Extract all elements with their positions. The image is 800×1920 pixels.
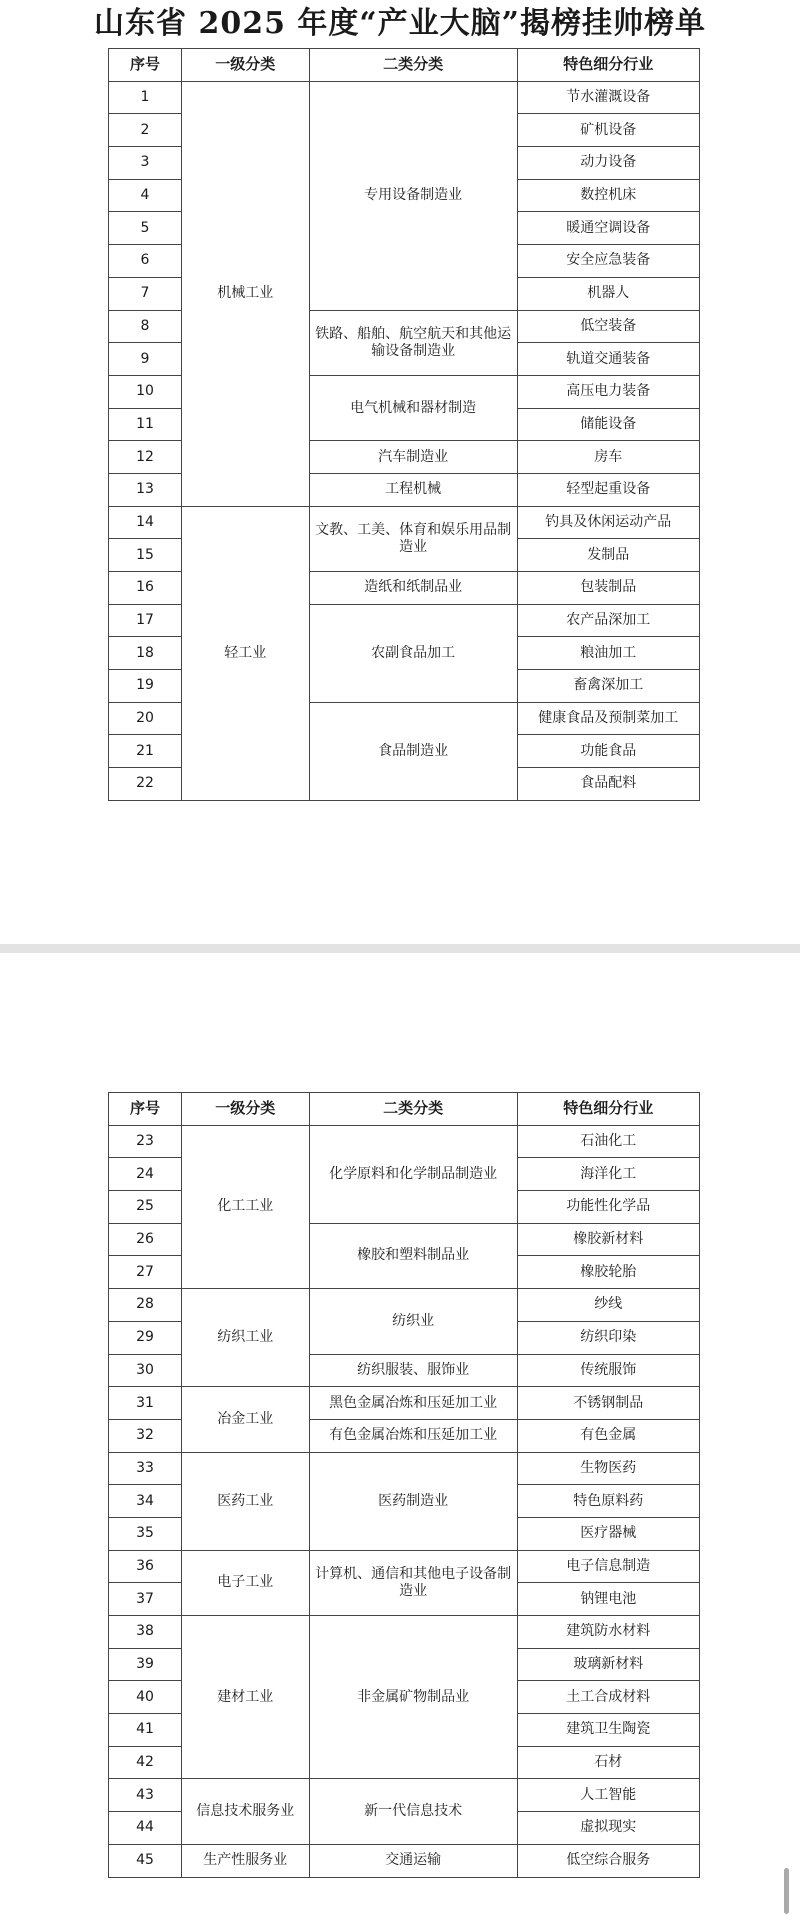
- cell-no: 36: [109, 1550, 182, 1583]
- cell-no: 23: [109, 1125, 182, 1158]
- cell-niche: 虚拟现实: [517, 1812, 699, 1845]
- cell-no: 37: [109, 1583, 182, 1616]
- cell-niche: 低空装备: [517, 310, 699, 343]
- cell-no: 39: [109, 1648, 182, 1681]
- header-niche: 特色细分行业: [517, 1093, 699, 1126]
- cell-niche: 海洋化工: [517, 1158, 699, 1191]
- cell-level1: 建材工业: [181, 1616, 309, 1779]
- header-no: 序号: [109, 1093, 182, 1126]
- cell-no: 18: [109, 637, 182, 670]
- cell-niche: 节水灌溉设备: [517, 81, 699, 114]
- cell-no: 43: [109, 1779, 182, 1812]
- cell-no: 7: [109, 277, 182, 310]
- table-row: [109, 1125, 700, 1158]
- cell-level2: 非金属矿物制品业: [309, 1616, 517, 1779]
- header-no: 序号: [109, 49, 182, 82]
- cell-no: 15: [109, 539, 182, 572]
- cell-level1: 轻工业: [181, 506, 309, 800]
- cell-no: 2: [109, 114, 182, 147]
- cell-niche: 农产品深加工: [517, 604, 699, 637]
- cell-no: 28: [109, 1289, 182, 1322]
- cell-niche: 功能食品: [517, 735, 699, 768]
- cell-no: 16: [109, 572, 182, 605]
- page-divider: [0, 944, 800, 953]
- cell-no: 24: [109, 1158, 182, 1191]
- table-row: [109, 81, 700, 114]
- cell-niche: 纺织印染: [517, 1321, 699, 1354]
- table-row: [109, 1616, 700, 1649]
- cell-no: 17: [109, 604, 182, 637]
- cell-niche: 畜禽深加工: [517, 670, 699, 703]
- cell-no: 32: [109, 1419, 182, 1452]
- cell-no: 9: [109, 343, 182, 376]
- cell-niche: 健康食品及预制菜加工: [517, 702, 699, 735]
- cell-no: 35: [109, 1517, 182, 1550]
- cell-no: 1: [109, 81, 182, 114]
- cell-no: 30: [109, 1354, 182, 1387]
- cell-niche: 钓具及休闲运动产品: [517, 506, 699, 539]
- cell-level1: 电子工业: [181, 1550, 309, 1615]
- table-row: [109, 1844, 700, 1877]
- cell-niche: 食品配料: [517, 768, 699, 801]
- cell-niche: 低空综合服务: [517, 1844, 699, 1877]
- cell-niche: 粮油加工: [517, 637, 699, 670]
- cell-level2: 纺织服装、服饰业: [309, 1354, 517, 1387]
- scrollbar-thumb[interactable]: [784, 1868, 789, 1914]
- cell-niche: 纱线: [517, 1289, 699, 1322]
- cell-niche: 石油化工: [517, 1125, 699, 1158]
- table-row: [109, 506, 700, 539]
- cell-niche: 钠锂电池: [517, 1583, 699, 1616]
- cell-level2: 化学原料和化学制品制造业: [309, 1125, 517, 1223]
- cell-no: 4: [109, 179, 182, 212]
- cell-no: 11: [109, 408, 182, 441]
- cell-no: 42: [109, 1746, 182, 1779]
- cell-no: 22: [109, 768, 182, 801]
- cell-no: 19: [109, 670, 182, 703]
- cell-niche: 橡胶轮胎: [517, 1256, 699, 1289]
- cell-niche: 医疗器械: [517, 1517, 699, 1550]
- cell-niche: 轨道交通装备: [517, 343, 699, 376]
- cell-level2: 电气机械和器材制造: [309, 375, 517, 440]
- page-title: 山东省 2025 年度“产业大脑”揭榜挂帅榜单: [94, 6, 706, 41]
- header-niche: 特色细分行业: [517, 49, 699, 82]
- cell-level1: 信息技术服务业: [181, 1779, 309, 1844]
- table-header-row: [109, 49, 700, 82]
- cell-niche: 生物医药: [517, 1452, 699, 1485]
- cell-no: 34: [109, 1485, 182, 1518]
- cell-no: 10: [109, 375, 182, 408]
- cell-no: 38: [109, 1616, 182, 1649]
- cell-no: 8: [109, 310, 182, 343]
- cell-level2: 黑色金属冶炼和压延加工业: [309, 1387, 517, 1420]
- cell-no: 44: [109, 1812, 182, 1845]
- cell-level1: 医药工业: [181, 1452, 309, 1550]
- cell-niche: 动力设备: [517, 147, 699, 180]
- cell-no: 27: [109, 1256, 182, 1289]
- cell-no: 31: [109, 1387, 182, 1420]
- cell-no: 40: [109, 1681, 182, 1714]
- cell-niche: 安全应急装备: [517, 245, 699, 278]
- cell-niche: 橡胶新材料: [517, 1223, 699, 1256]
- cell-level1: 生产性服务业: [181, 1844, 309, 1877]
- cell-no: 13: [109, 473, 182, 506]
- cell-niche: 石材: [517, 1746, 699, 1779]
- cell-no: 6: [109, 245, 182, 278]
- cell-level2: 有色金属冶炼和压延加工业: [309, 1419, 517, 1452]
- cell-no: 14: [109, 506, 182, 539]
- cell-niche: 人工智能: [517, 1779, 699, 1812]
- table-row: [109, 1452, 700, 1485]
- cell-no: 20: [109, 702, 182, 735]
- cell-no: 45: [109, 1844, 182, 1877]
- cell-niche: 包装制品: [517, 572, 699, 605]
- cell-no: 3: [109, 147, 182, 180]
- cell-level1: 冶金工业: [181, 1387, 309, 1452]
- cell-niche: 储能设备: [517, 408, 699, 441]
- cell-level2: 造纸和纸制品业: [309, 572, 517, 605]
- cell-level1: 化工工业: [181, 1125, 309, 1288]
- table-row: [109, 1387, 700, 1420]
- cell-level2: 计算机、通信和其他电子设备制造业: [309, 1550, 517, 1615]
- cell-level2: 橡胶和塑料制品业: [309, 1223, 517, 1288]
- cell-no: 12: [109, 441, 182, 474]
- cell-level2: 文教、工美、体育和娱乐用品制造业: [309, 506, 517, 571]
- header-level1: 一级分类: [181, 49, 309, 82]
- cell-no: 29: [109, 1321, 182, 1354]
- ranking-table-part-2: [108, 1092, 700, 1878]
- cell-niche: 建筑防水材料: [517, 1616, 699, 1649]
- cell-level2: 纺织业: [309, 1289, 517, 1354]
- cell-niche: 轻型起重设备: [517, 473, 699, 506]
- cell-niche: 传统服饰: [517, 1354, 699, 1387]
- cell-niche: 数控机床: [517, 179, 699, 212]
- cell-niche: 高压电力装备: [517, 375, 699, 408]
- cell-level2: 医药制造业: [309, 1452, 517, 1550]
- cell-level2: 工程机械: [309, 473, 517, 506]
- cell-niche: 发制品: [517, 539, 699, 572]
- cell-no: 5: [109, 212, 182, 245]
- cell-niche: 土工合成材料: [517, 1681, 699, 1714]
- cell-niche: 暖通空调设备: [517, 212, 699, 245]
- cell-level2: 铁路、船舶、航空航天和其他运输设备制造业: [309, 310, 517, 375]
- cell-niche: 房车: [517, 441, 699, 474]
- cell-level2: 专用设备制造业: [309, 81, 517, 310]
- header-level2: 二类分类: [309, 49, 517, 82]
- cell-niche: 有色金属: [517, 1419, 699, 1452]
- cell-level2: 新一代信息技术: [309, 1779, 517, 1844]
- table-header-row: [109, 1093, 700, 1126]
- table-row: [109, 1289, 700, 1322]
- header-level2: 二类分类: [309, 1093, 517, 1126]
- cell-level1: 纺织工业: [181, 1289, 309, 1387]
- cell-niche: 功能性化学品: [517, 1191, 699, 1224]
- cell-niche: 玻璃新材料: [517, 1648, 699, 1681]
- cell-no: 33: [109, 1452, 182, 1485]
- cell-level2: 交通运输: [309, 1844, 517, 1877]
- cell-level2: 食品制造业: [309, 702, 517, 800]
- cell-no: 41: [109, 1714, 182, 1747]
- table-row: [109, 1779, 700, 1812]
- cell-no: 21: [109, 735, 182, 768]
- cell-niche: 特色原料药: [517, 1485, 699, 1518]
- cell-no: 25: [109, 1191, 182, 1224]
- cell-niche: 不锈钢制品: [517, 1387, 699, 1420]
- cell-level2: 农副食品加工: [309, 604, 517, 702]
- ranking-table-part-1: [108, 48, 700, 801]
- table-row: [109, 1550, 700, 1583]
- cell-level2: 汽车制造业: [309, 441, 517, 474]
- cell-niche: 建筑卫生陶瓷: [517, 1714, 699, 1747]
- cell-niche: 机器人: [517, 277, 699, 310]
- cell-no: 26: [109, 1223, 182, 1256]
- cell-niche: 电子信息制造: [517, 1550, 699, 1583]
- cell-level1: 机械工业: [181, 81, 309, 506]
- cell-niche: 矿机设备: [517, 114, 699, 147]
- header-level1: 一级分类: [181, 1093, 309, 1126]
